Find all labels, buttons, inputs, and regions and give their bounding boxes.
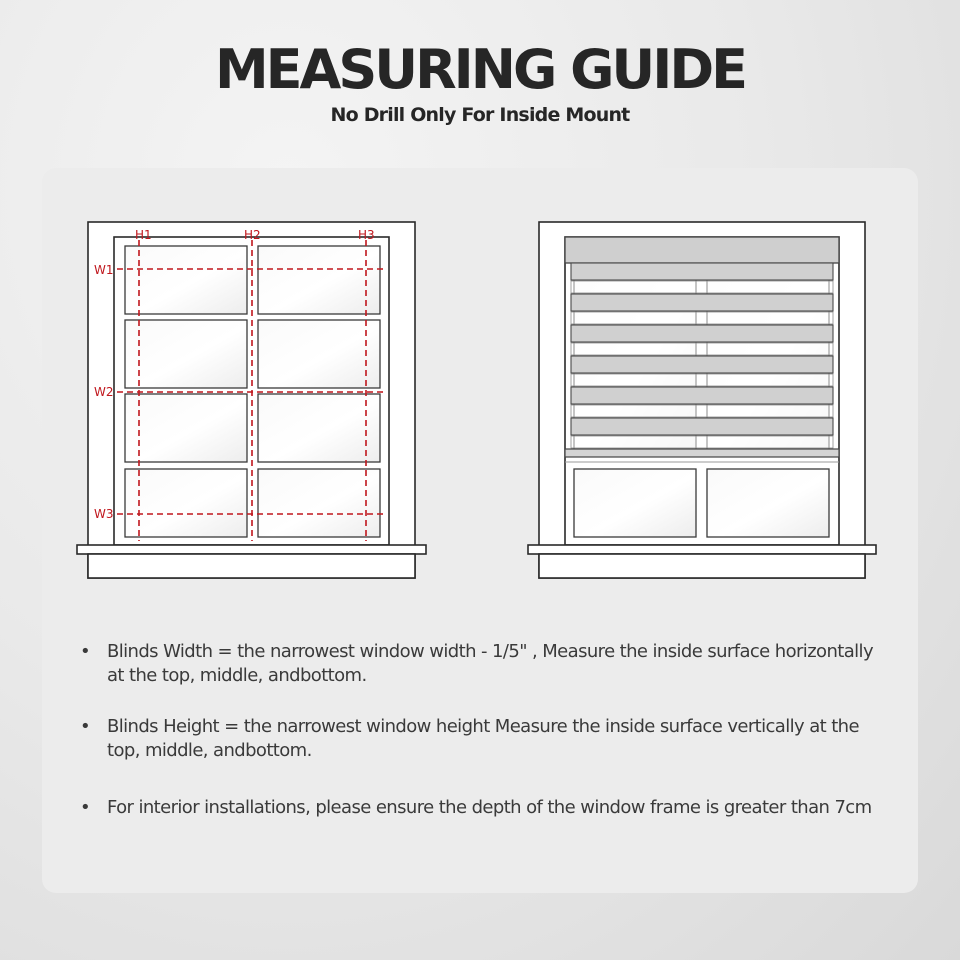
blind-bottom-rail [565, 449, 839, 457]
blind-slat [571, 387, 833, 404]
page-subtitle: No Drill Only For Inside Mount [330, 104, 630, 126]
note-depth [80, 796, 890, 820]
page-title: MEASURING GUIDE [214, 38, 746, 101]
window-blinds-diagram [528, 222, 876, 578]
note-text: Blinds Width = the narrowest window width - 1/5" , Measure the inside surface horizontally at the top, middle, andbottom. [107, 641, 874, 686]
note-text: Blinds Height = the narrowest window height Measure the inside surface vertically at the top, middle, andbottom. [107, 716, 859, 761]
blind-slat [571, 325, 833, 342]
window-sill [77, 545, 426, 554]
note-text: For interior installations, please ensure the depth of the window frame is greater than 7cm [107, 797, 872, 818]
measurement-notes [80, 640, 890, 820]
label-w2: W2 [94, 385, 114, 399]
blind-headrail [565, 237, 839, 263]
bullet: • [80, 641, 91, 662]
window-apron [88, 554, 415, 578]
window-sill [528, 545, 876, 554]
label-h1: H1 [135, 228, 152, 242]
blind-slat [571, 356, 833, 373]
label-w1: W1 [94, 263, 114, 277]
note-width [80, 640, 890, 688]
window-measure-diagram [77, 222, 426, 578]
label-h3: H3 [358, 228, 375, 242]
blind-slat [571, 294, 833, 311]
bullet: • [80, 716, 91, 737]
label-h2: H2 [244, 228, 261, 242]
window-apron [539, 554, 865, 578]
blind-slat [571, 263, 833, 280]
label-w3: W3 [94, 507, 114, 521]
bullet: • [80, 797, 91, 818]
blind-slat [571, 418, 833, 435]
note-height [80, 715, 890, 763]
